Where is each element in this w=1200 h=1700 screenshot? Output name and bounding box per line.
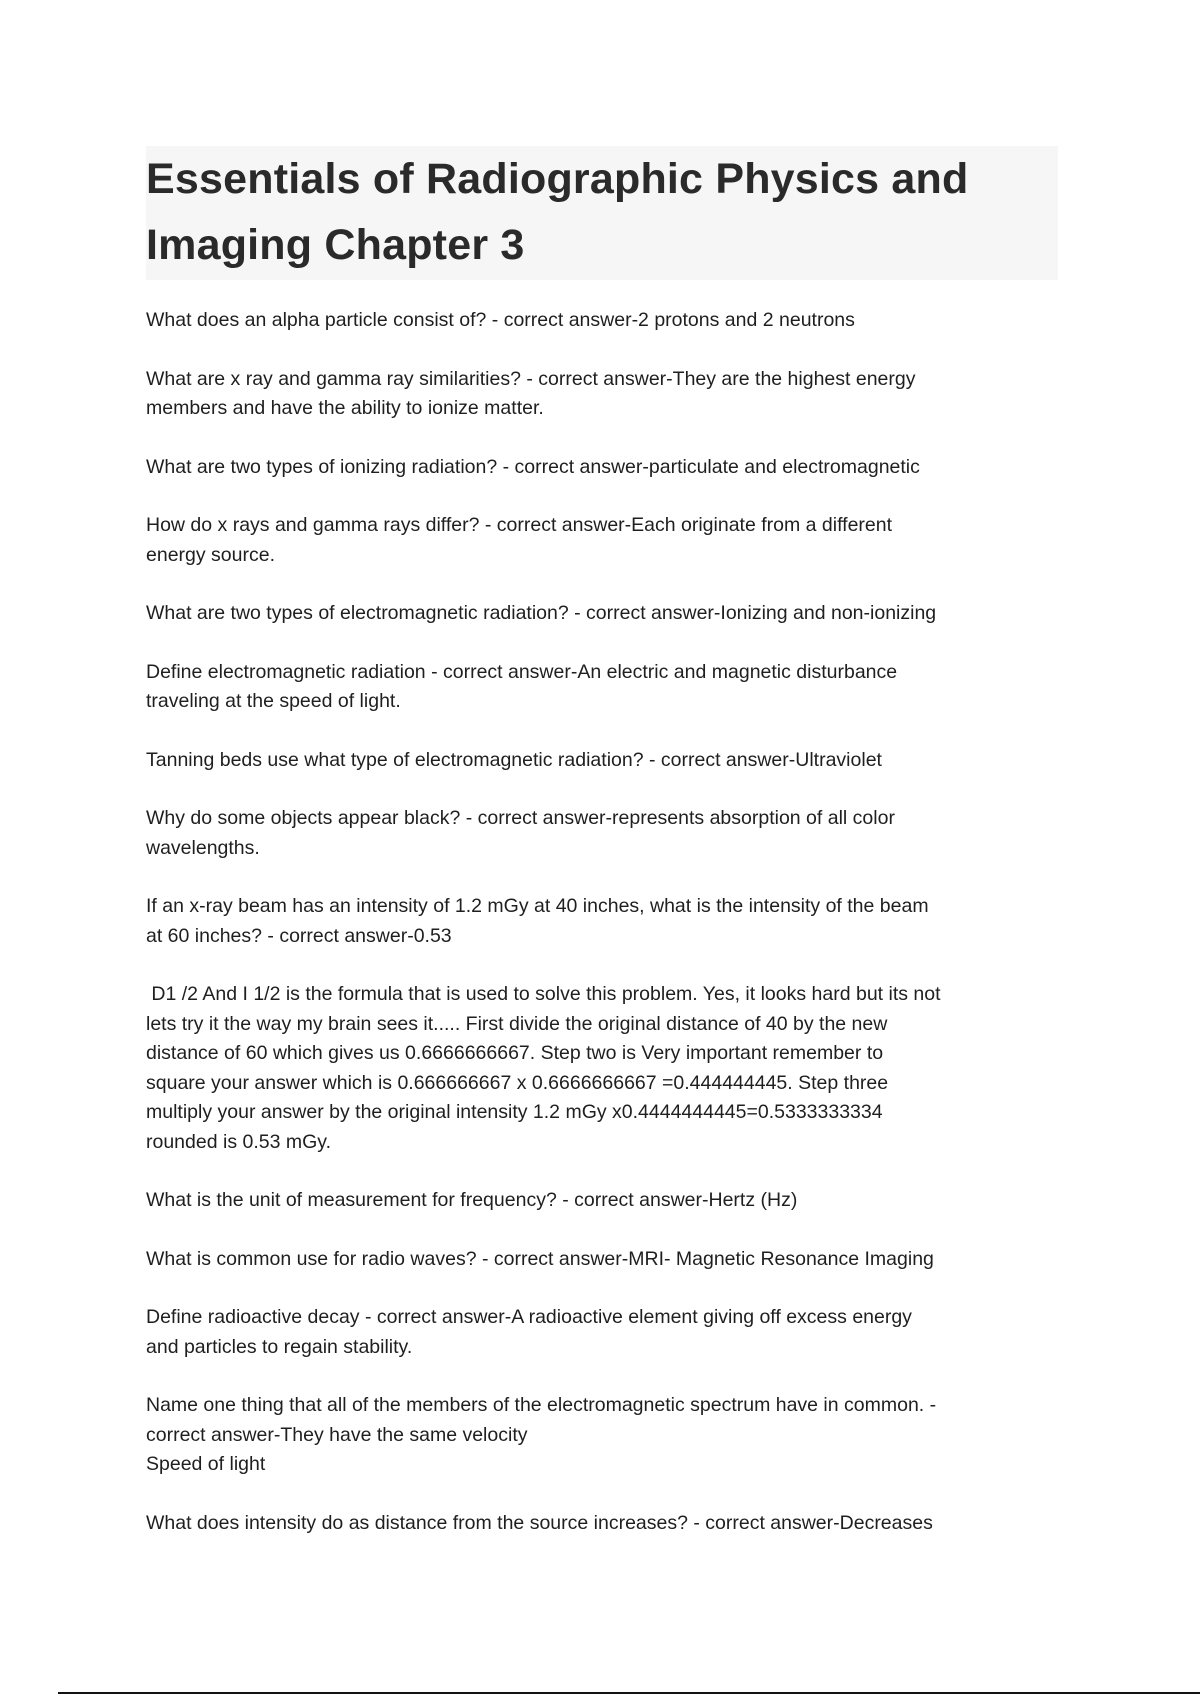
qa-line: Tanning beds use what type of electromagnetic radiation? - correct answer-Ultraviolet: [146, 748, 882, 771]
qa-item: [146, 892, 1058, 951]
qa-item: [146, 804, 1058, 863]
qa-item: [146, 746, 1058, 776]
qa-line: Define electromagnetic radiation - correct answer-An electric and magnetic disturbance: [146, 660, 898, 683]
qa-line: wavelengths.: [146, 836, 260, 859]
qa-line: If an x-ray beam has an intensity of 1.2 mGy at 40 inches, what is the intensity of the beam: [146, 895, 929, 917]
qa-line: What does intensity do as distance from the source increases? - correct answer-Decreases: [146, 1511, 933, 1534]
qa-line: at 60 inches? - correct answer-0.53: [146, 924, 452, 947]
qa-item: [146, 1391, 1058, 1480]
qa-line: What is common use for radio waves? - correct answer-MRI- Magnetic Resonance Imaging: [146, 1247, 934, 1270]
qa-item: [146, 1509, 1058, 1539]
qa-line: Why do some objects appear black? - correct answer-represents absorption of all color: [146, 807, 895, 829]
qa-line: square your answer which is 0.666666667 x 0.6666666667 =0.444444445. Step three: [146, 1071, 889, 1094]
qa-line: traveling at the speed of light.: [146, 690, 401, 712]
qa-item: [146, 306, 1058, 336]
qa-line: What are two types of electromagnetic radiation? - correct answer-Ionizing and non-ionizing: [146, 602, 937, 624]
qa-item: [146, 365, 1058, 424]
qa-line: rounded is 0.53 mGy.: [146, 1130, 331, 1153]
qa-line: How do x rays and gamma rays differ? - correct answer-Each originate from a different: [146, 514, 893, 536]
qa-line: What are x ray and gamma ray similarities? - correct answer-They are the highest energy: [146, 367, 916, 390]
qa-item: [146, 658, 1058, 717]
qa-line: energy source.: [146, 543, 275, 566]
qa-item: [146, 1245, 1058, 1275]
qa-line: lets try it the way my brain sees it..... First divide the original distance of 40 by the new: [146, 1012, 888, 1035]
qa-line: What are two types of ionizing radiation? - correct answer-particulate and electromagnetic: [146, 455, 920, 478]
qa-line: Define radioactive decay - correct answer-A radioactive element giving off excess energy: [146, 1306, 912, 1328]
page-title: Essentials of Radiographic Physics and Imaging Chapter 3: [146, 155, 969, 269]
qa-item: [146, 599, 1058, 629]
qa-line: and particles to regain stability.: [146, 1335, 413, 1358]
qa-line: correct answer-They have the same velocity: [146, 1423, 528, 1446]
qa-line: D1 /2 And I 1/2 is the formula that is used to solve this problem. Yes, it looks hard but its not: [146, 983, 941, 1005]
qa-line: What does an alpha particle consist of? - correct answer-2 protons and 2 neutrons: [146, 309, 855, 331]
qa-item: [146, 1186, 1058, 1216]
qa-line: multiply your answer by the original intensity 1.2 mGy x0.4444444445=0.5333333334: [146, 1101, 883, 1123]
qa-line: Name one thing that all of the members of the electromagnetic spectrum have in common. -: [146, 1394, 937, 1416]
qa-item: [146, 1303, 1058, 1362]
qa-item: [146, 511, 1058, 570]
qa-item: [146, 453, 1058, 483]
bottom-divider: [58, 1692, 1200, 1694]
qa-line: members and have the ability to ionize matter.: [146, 397, 544, 419]
qa-line: What is the unit of measurement for frequency? - correct answer-Hertz (Hz): [146, 1189, 798, 1211]
qa-line: distance of 60 which gives us 0.6666666667. Step two is Very important remember to: [146, 1042, 884, 1064]
qa-list: [146, 306, 1058, 1567]
qa-line: Speed of light: [146, 1453, 266, 1475]
qa-explanation: [146, 980, 1058, 1157]
